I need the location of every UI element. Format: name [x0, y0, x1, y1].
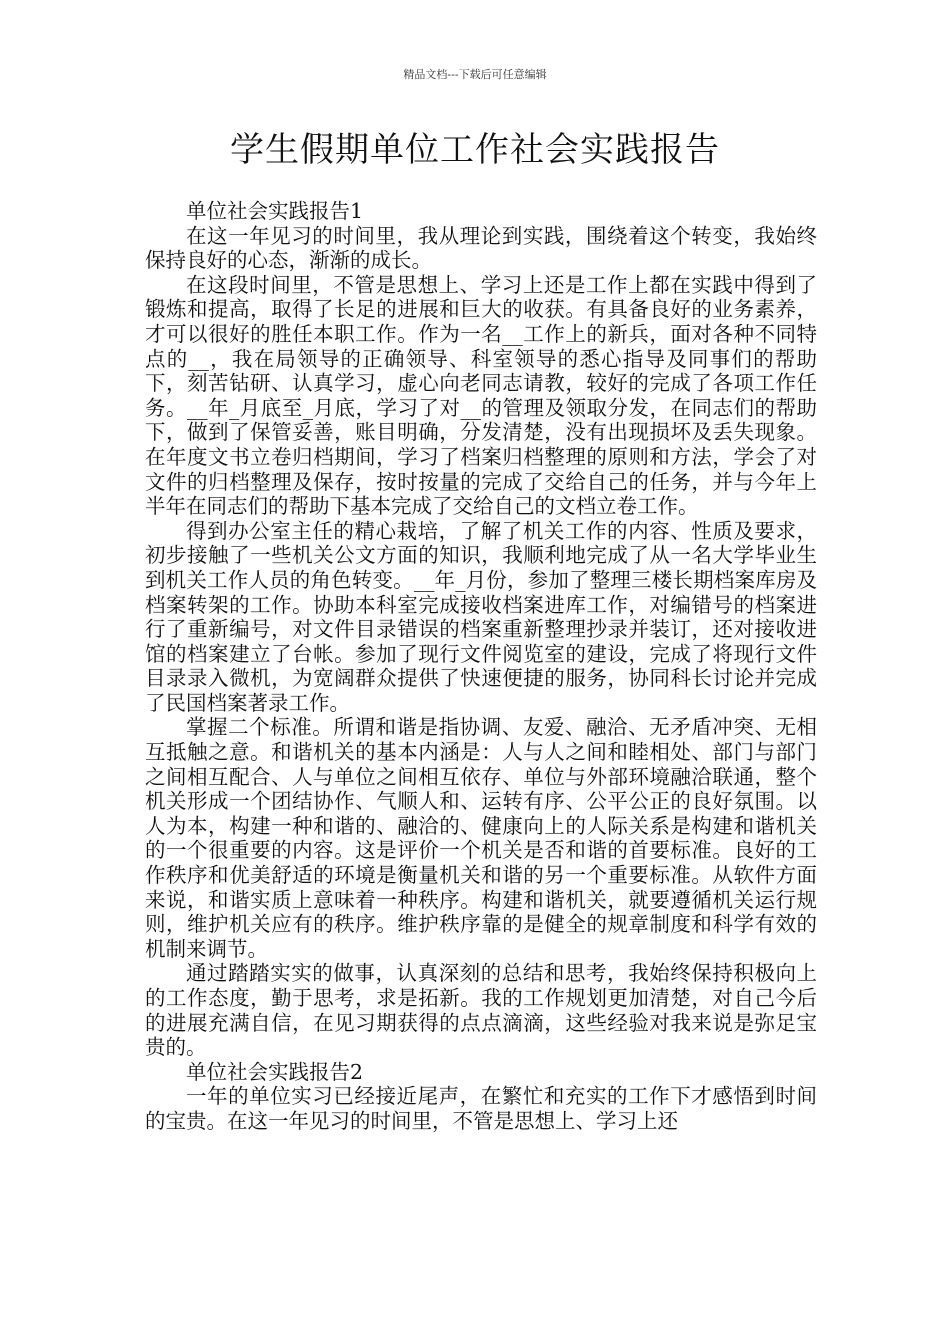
document-body: [145, 199, 817, 1134]
document-title: 学生假期单位工作社会实践报告: [230, 130, 720, 170]
paragraph: 掌握二个标准。所谓和谐是指协调、友爱、融洽、无矛盾冲突、无相互抵触之意。和谐机关的基本内涵是：人与人之间和睦相处、部门与部门之间相互配合、人与单位之间相互依存、单位与外部环境融洽联通，整个机关形成一个团结协作、气顺人和、运转有序、公平公正的良好氛围。以人为本，构建一种和谐的、融洽的、健康向上的人际关系是构建和谐机关的一个很重要的内容。这是评价一个机关是否和谐的首要标准。良好的工作秩序和优美舒适的环境是衡量机关和谐的另一个重要标准。从软件方面来说，和谐实质上意味着一种秩序。构建和谐机关，就要遵循机关运行规则，维护机关应有的秩序。维护秩序靠的是健全的规章制度和科学有效的机制来调节。: [145, 715, 817, 961]
paragraph: 在这段时间里，不管是思想上、学习上还是工作上都在实践中得到了锻炼和提高，取得了长足的进展和巨大的收获。有具备良好的业务素养，才可以很好的胜任本职工作。作为一名__工作上的新兵，面对各种不同特点的__，我在局领导的正确领导、科室领导的悉心指导及同事们的帮助下，刻苦钻研、认真学习，虚心向老同志请教，较好的完成了各项工作任务。__年_月底至_月底，学习了对__的管理及领取分发，在同志们的帮助下，做到了保管妥善，账目明确，分发清楚，没有出现损坏及丢失现象。在年度文书立卷归档期间，学习了档案归档整理的原则和方法，学会了对文件的归档整理及保存，按时按量的完成了交给自己的任务，并与今年上半年在同志们的帮助下基本完成了交给自己的文档立卷工作。: [145, 272, 817, 519]
section-heading-1: 单位社会实践报告1: [186, 199, 364, 223]
section-heading-2: 单位社会实践报告2: [186, 1059, 364, 1084]
paragraph: 一年的单位实习已经接近尾声，在繁忙和充实的工作下才感悟到时间的宝贵。在这一年见习的时间里，不管是思想上、学习上还: [145, 1084, 817, 1133]
paragraph: 通过踏踏实实的做事，认真深刻的总结和思考，我始终保持积极向上的工作态度，勤于思考，求是拓新。我的工作规划更加清楚，对自己今后的进展充满自信，在见习期获得的点点滴滴，这些经验对我来说是弥足宝贵的。: [145, 961, 817, 1060]
paragraph: 在这一年见习的时间里，我从理论到实践，围绕着这个转变，我始终保持良好的心态，渐渐的成长。: [145, 223, 817, 273]
header-note: 精品文档---下载后可任意编辑: [403, 68, 547, 81]
paragraph: 得到办公室主任的精心栽培，了解了机关工作的内容、性质及要求，初步接触了一些机关公文方面的知识，我顺利地完成了从一名大学毕业生到机关工作人员的角色转变。__年_月份，参加了整理三楼长期档案库房及档案转架的工作。协助本科室完成接收档案进库工作，对编错号的档案进行了重新编号，对文件目录错误的档案重新整理抄录并装订，还对接收进馆的档案建立了台帐。参加了现行文件阅览室的建设，完成了将现行文件目录录入微机，为宽阔群众提供了快速便捷的服务，协同科长讨论并完成了民国档案著录工作。: [145, 518, 817, 715]
